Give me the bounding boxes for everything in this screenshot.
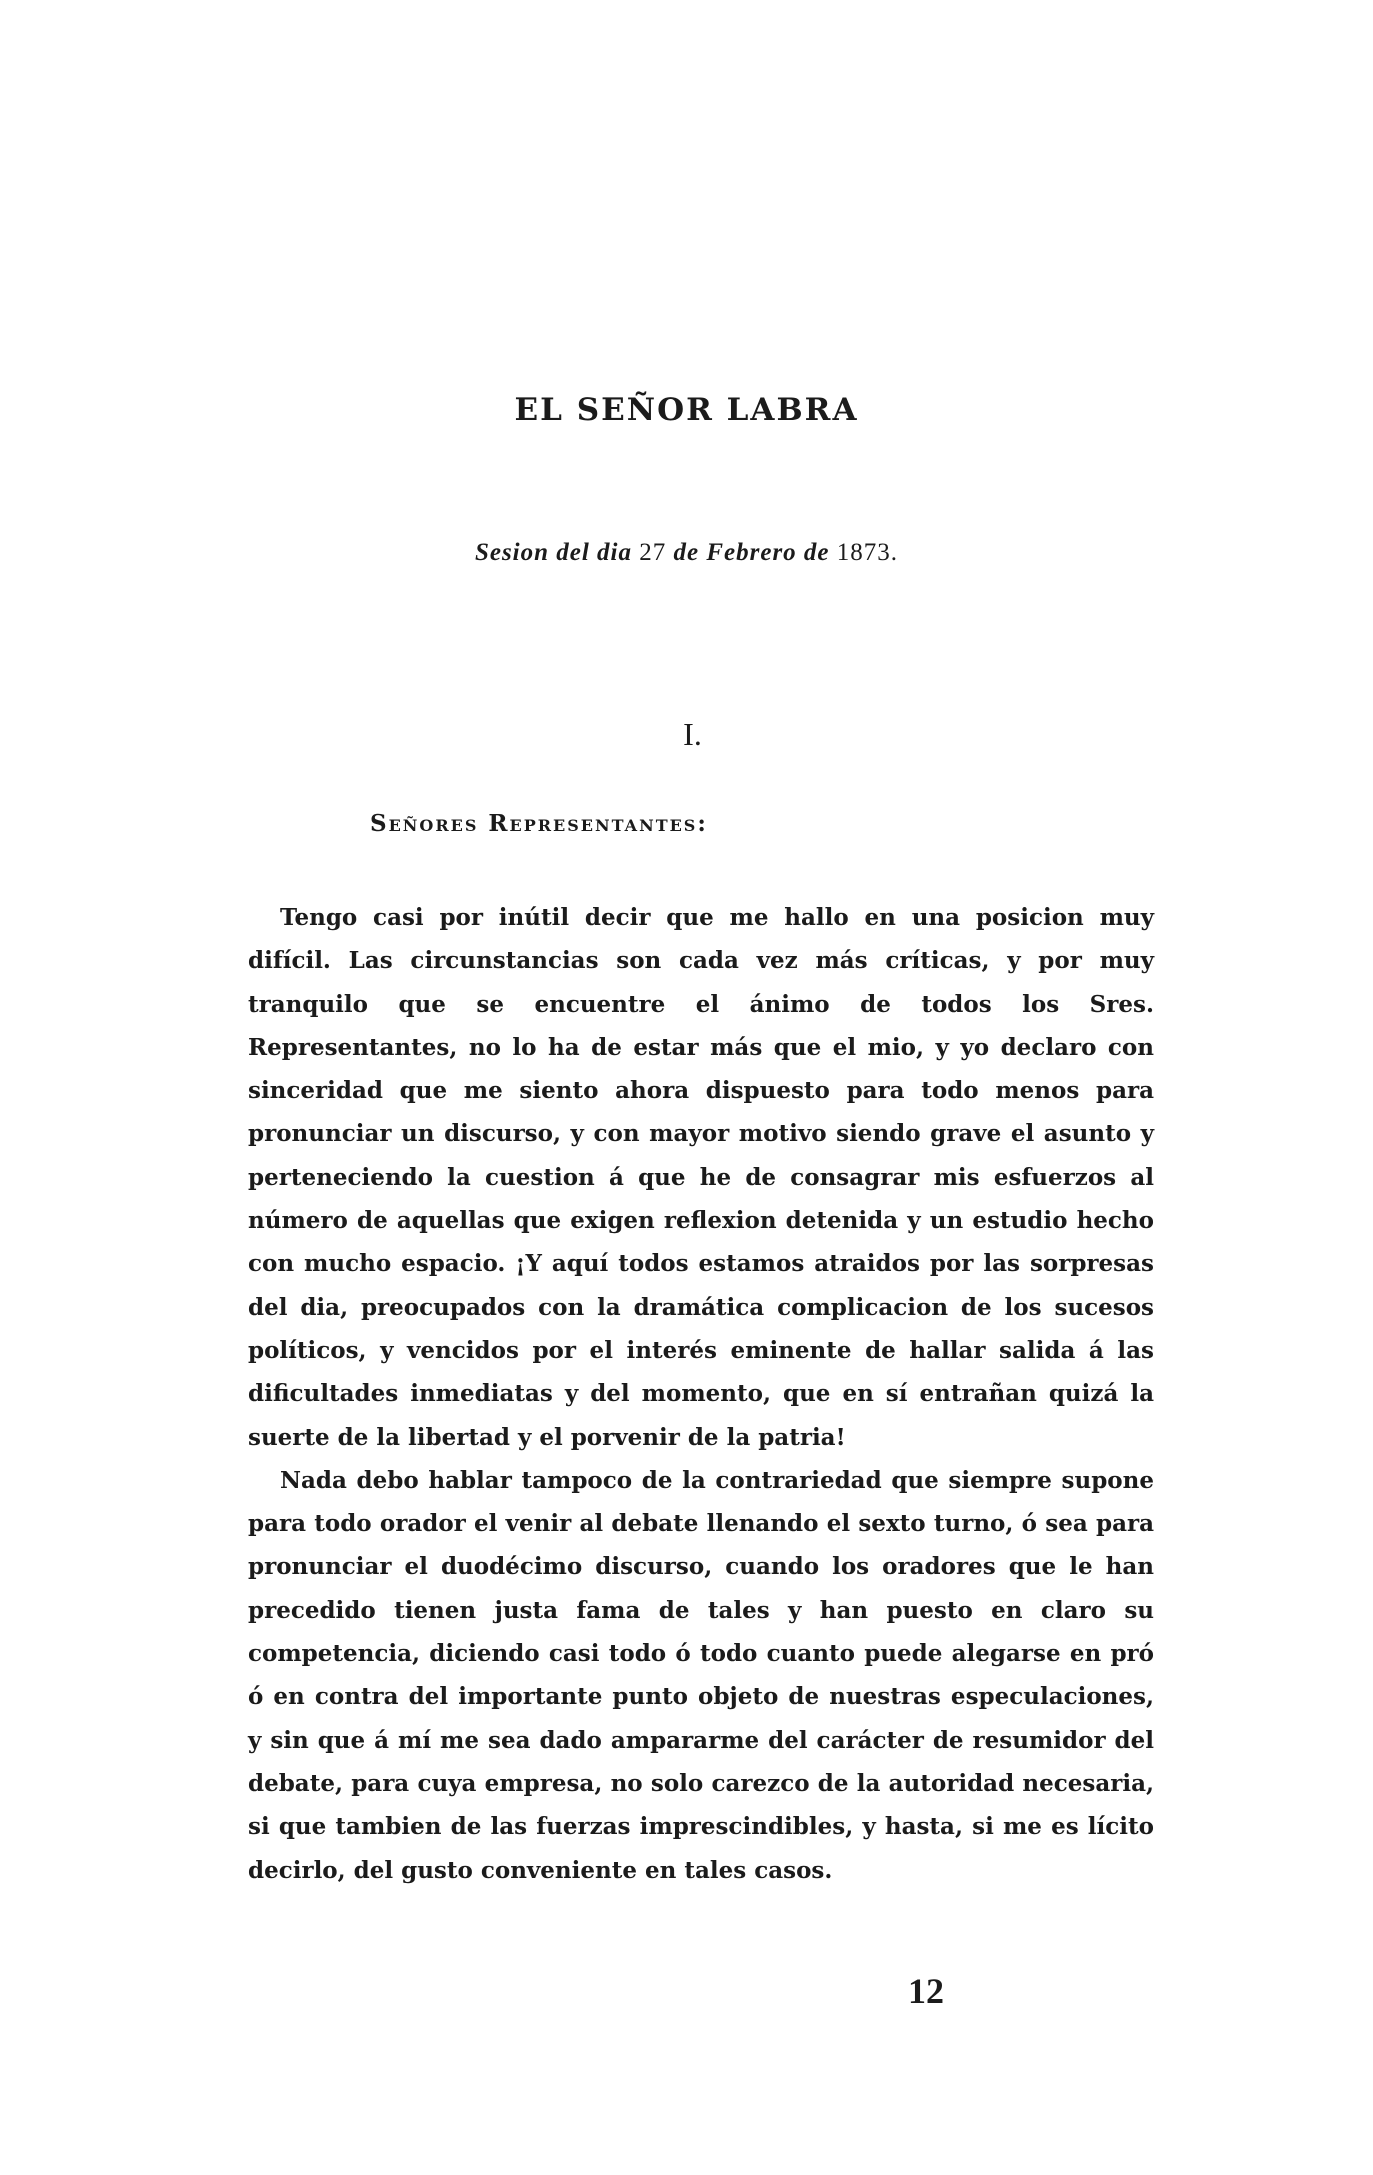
- session-mid: de Febrero de: [673, 539, 830, 566]
- session-day: 27: [639, 539, 667, 566]
- salutation: Señores Representantes:: [370, 810, 708, 837]
- paragraph-1: Tengo casi por inútil decir que me hallo en una posicion muy difícil. Las circunstancias son cada vez más críticas, y por muy tranquilo que se encuentre el ánimo de todos los Sres. Representantes, no lo ha de estar más que el mio, y yo declaro con sinceridad que me siento ahora dispuesto para todo menos para pronunciar un discurso, y con mayor motivo siendo grave el asunto y perteneciendo la cuestion á que he de consagrar mis esfuerzos al número de aquellas que exigen reflexion detenida y un estudio hecho con mucho espacio. ¡Y aquí todos estamos atraidos por las sorpresas del dia, preocupados con la dramática complicacion de los sucesos políticos, y vencidos por el interés eminente de hallar salida á las dificultades inmediatas y del momento, que en sí entrañan quizá la suerte de la libertad y el porvenir de la patria!: [248, 904, 1154, 1451]
- session-year: 1873.: [836, 539, 899, 566]
- session-prefix: Sesion del dia: [474, 539, 633, 566]
- paragraph-2: Nada debo hablar tampoco de la contrariedad que siempre supone para todo orador el venir al debate llenando el sexto turno, ó sea para pronunciar el duodécimo discurso, cuando los oradores que le han precedido tienen justa fama de tales y han puesto en claro su competencia, diciendo casi todo ó todo cuanto puede alegarse en pró ó en contra del importante punto objeto de nuestras especulaciones, y sin que á mí me sea dado ampararme del carácter de resumidor del debate, para cuya empresa, no solo carezco de la autoridad necesaria, si que tambien de las fuerzas imprescindibles, y hasta, si me es lícito decirlo, del gusto conveniente en tales casos.: [248, 1466, 1154, 1884]
- speech-body: [248, 896, 1154, 1892]
- page-title: EL SEÑOR LABRA: [514, 392, 859, 428]
- section-number: I.: [683, 716, 702, 752]
- session-date-line: [0, 539, 1373, 567]
- page-number: 12: [908, 1971, 944, 2011]
